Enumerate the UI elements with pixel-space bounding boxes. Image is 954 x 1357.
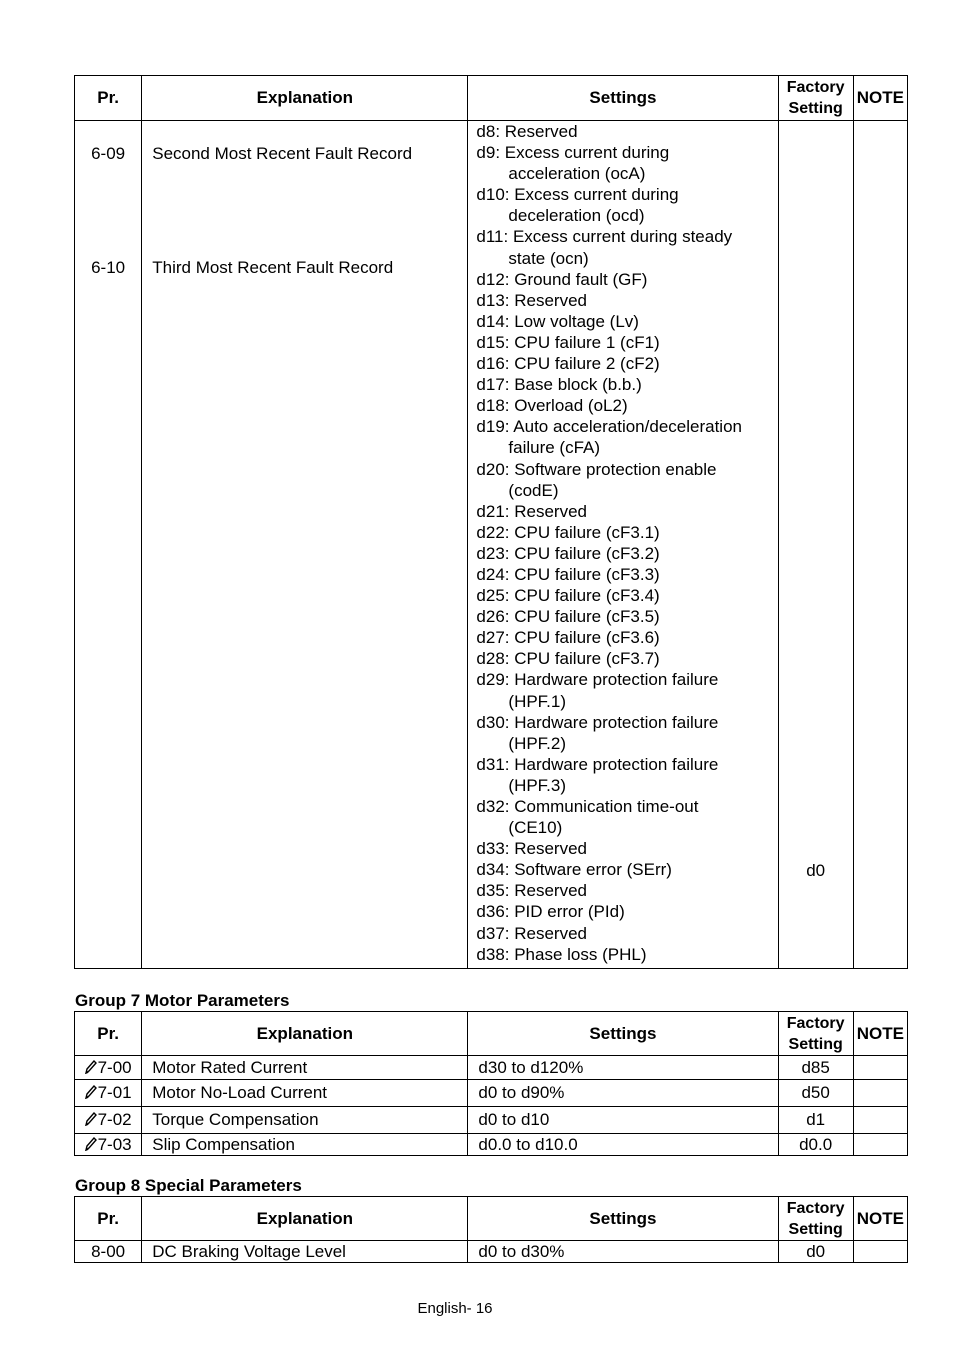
fault-code-item [476,501,777,522]
pen-icon [85,1137,97,1151]
group8-rows [75,1241,908,1263]
fault-code-item [476,859,777,880]
table-row [75,1080,908,1107]
fault-code-line: state (ocn) [508,248,589,268]
header-factory-line1: Factory [786,1199,845,1217]
fault-code-item [476,332,777,353]
factory-value: d85 [801,1057,830,1077]
fault-code-item [476,838,777,859]
header-factory-setting [778,76,853,121]
header-factory-line2: Setting [788,1220,843,1238]
header-note: NOTE [853,1197,907,1241]
fault-code-line: d36: PID error (PId) [476,902,625,922]
pr-cell [75,1241,142,1263]
parameter-table-group6 [74,75,908,969]
fault-code-item [476,944,777,965]
fault-code-item [476,564,777,585]
fault-code-line: (HPF.1) [508,691,567,711]
pr-value: 7-03 [97,1134,132,1154]
explanation-6-09: Second Most Recent Fault Record [152,144,413,163]
explanation-value: DC Braking Voltage Level [152,1241,346,1261]
group8-title: Group 8 Special Parameters [75,1176,302,1195]
header-settings: Settings [468,1012,778,1056]
fault-code-item [476,880,777,901]
fault-code-item [476,226,777,268]
factory-cell [778,1134,853,1156]
note-cell [853,1080,907,1107]
settings-cell [468,1134,778,1156]
fault-code-item [476,669,777,711]
fault-code-line: d33: Reserved [476,839,587,859]
pen-icon [85,1112,97,1126]
fault-code-line: d20: Software protection enable [476,459,717,479]
fault-code-line: d23: CPU failure (cF3.2) [476,543,660,563]
fault-code-line: d12: Ground fault (GF) [476,269,648,289]
header-factory-line1: Factory [786,79,845,96]
pr-value: 7-00 [97,1057,132,1077]
fault-code-line: d11: Excess current during steady [476,227,733,247]
header-pr: Pr. [75,1197,142,1241]
fault-code-line: d31: Hardware protection failure [476,754,719,774]
settings-value: d30 to d120% [478,1057,584,1077]
factory-value: d0 [806,1241,826,1261]
pr-value: 7-01 [97,1083,132,1102]
factory-cell [778,1107,853,1134]
pen-icon [85,1060,97,1074]
explanation-6-10: Third Most Recent Fault Record [152,258,394,277]
explanation-cell [142,121,468,969]
param-6-10: 6-10 [91,258,126,277]
fault-code-item [476,395,777,416]
header-explanation: Explanation [142,76,468,121]
fault-code-line: d22: CPU failure (cF3.1) [476,522,660,542]
factory-value: d0 [806,861,826,880]
fault-code-line: (HPF.2) [508,733,567,753]
header-factory-line2: Setting [788,1035,843,1053]
explanation-value: Torque Compensation [152,1110,319,1129]
header-factory-line2: Setting [788,100,843,117]
fault-code-line: d37: Reserved [476,923,587,943]
table-row [75,1107,908,1134]
header-explanation: Explanation [142,1012,468,1056]
fault-code-line: d35: Reserved [476,881,587,901]
settings-cell [468,1080,778,1107]
explanation-cell [142,1056,468,1080]
fault-code-line: d21: Reserved [476,501,587,521]
page-footer: English- 16 [417,1300,493,1317]
factory-value: d0.0 [799,1134,833,1154]
table-header-row [75,76,908,121]
fault-code-item [476,522,777,543]
fault-code-item [476,353,777,374]
fault-code-line: d14: Low voltage (Lv) [476,311,639,331]
table-row [75,1056,908,1080]
factory-cell [778,121,853,969]
factory-cell [778,1241,853,1263]
fault-code-line: d15: CPU failure 1 (cF1) [476,332,660,352]
settings-cell [468,1241,778,1263]
note-cell [853,1134,907,1156]
settings-cell [468,1107,778,1134]
fault-code-line: d13: Reserved [476,290,587,310]
header-pr: Pr. [75,76,142,121]
pr-cell [75,1056,142,1080]
header-factory-setting [778,1197,853,1241]
fault-code-line: d32: Communication time-out [476,797,699,816]
header-note: NOTE [853,76,907,121]
fault-code-line: d38: Phase loss (PHL) [476,944,647,964]
table-row [75,121,908,969]
pr-cell [75,121,142,969]
fault-code-line: (codE) [508,480,559,500]
table-row [75,1241,908,1263]
fault-code-line: d34: Software error (SErr) [476,860,672,880]
explanation-cell [142,1080,468,1107]
parameter-table-group8 [74,1196,908,1263]
settings-cell [468,121,778,969]
pr-cell [75,1080,142,1107]
settings-value: d0 to d10 [478,1110,550,1129]
fault-code-item [476,269,777,290]
fault-code-line: d27: CPU failure (cF3.6) [476,628,660,648]
settings-value: d0.0 to d10.0 [478,1134,578,1154]
fault-code-line: d24: CPU failure (cF3.3) [476,564,660,584]
fault-code-item [476,142,777,184]
param-6-09: 6-09 [91,144,126,163]
fault-code-item [476,184,777,226]
fault-code-item [476,543,777,564]
settings-value: d0 to d90% [478,1083,565,1102]
note-cell [853,1107,907,1134]
note-cell [853,1241,907,1263]
fault-code-item [476,585,777,606]
table-header-row [75,1197,908,1241]
fault-code-line: (HPF.3) [508,775,567,795]
note-cell [853,1056,907,1080]
fault-code-line: deceleration (ocd) [508,206,645,226]
fault-code-item [476,311,777,332]
pr-value: 7-02 [97,1110,132,1129]
fault-code-item [476,627,777,648]
header-pr: Pr. [75,1012,142,1056]
pr-cell [75,1107,142,1134]
header-explanation: Explanation [142,1197,468,1241]
pr-cell [75,1134,142,1156]
fault-code-line: (CE10) [508,818,563,838]
fault-code-item [476,290,777,311]
fault-code-line: acceleration (ocA) [508,164,646,184]
fault-code-line: d30: Hardware protection failure [476,712,719,732]
table-row [75,1134,908,1156]
explanation-value: Motor Rated Current [152,1057,308,1077]
fault-code-line: d29: Hardware protection failure [476,670,719,690]
fault-code-item [476,796,777,838]
factory-cell [778,1056,853,1080]
fault-code-line: failure (cFA) [508,438,601,458]
fault-code-item [476,648,777,669]
fault-code-line: d10: Excess current during [476,185,679,205]
fault-code-line: d26: CPU failure (cF3.5) [476,607,660,627]
group7-title: Group 7 Motor Parameters [75,991,290,1010]
header-settings: Settings [468,1197,778,1241]
fault-code-item [476,754,777,796]
header-settings: Settings [468,76,778,121]
fault-code-item [476,901,777,922]
header-factory-setting [778,1012,853,1056]
fault-code-item [476,712,777,754]
fault-code-line: d8: Reserved [476,122,578,141]
factory-cell [778,1080,853,1107]
fault-code-item [476,923,777,944]
fault-code-item [476,121,777,142]
settings-value: d0 to d30% [478,1241,565,1261]
explanation-cell [142,1241,468,1263]
pen-icon [85,1085,97,1099]
header-note: NOTE [853,1012,907,1056]
fault-code-item [476,459,777,501]
factory-value: d50 [801,1083,830,1102]
fault-code-list [468,121,777,965]
fault-code-item [476,416,777,458]
header-factory-line1: Factory [786,1014,845,1032]
fault-code-line: d18: Overload (oL2) [476,396,628,416]
fault-code-item [476,374,777,395]
group7-rows [75,1056,908,1156]
table-header-row [75,1012,908,1056]
explanation-cell [142,1107,468,1134]
fault-code-line: d19: Auto acceleration/deceleration [476,417,742,437]
settings-cell [468,1056,778,1080]
explanation-value: Motor No-Load Current [152,1083,328,1102]
fault-code-line: d28: CPU failure (cF3.7) [476,649,660,669]
pr-value: 8-00 [91,1241,126,1261]
fault-code-line: d25: CPU failure (cF3.4) [476,586,660,606]
explanation-cell [142,1134,468,1156]
parameter-table-group7 [74,1011,908,1156]
fault-code-item [476,606,777,627]
explanation-value: Slip Compensation [152,1134,295,1154]
fault-code-line: d9: Excess current during [476,143,670,163]
fault-code-line: d17: Base block (b.b.) [476,375,642,395]
fault-code-line: d16: CPU failure 2 (cF2) [476,354,660,374]
factory-value: d1 [806,1110,826,1129]
note-cell [853,121,907,969]
